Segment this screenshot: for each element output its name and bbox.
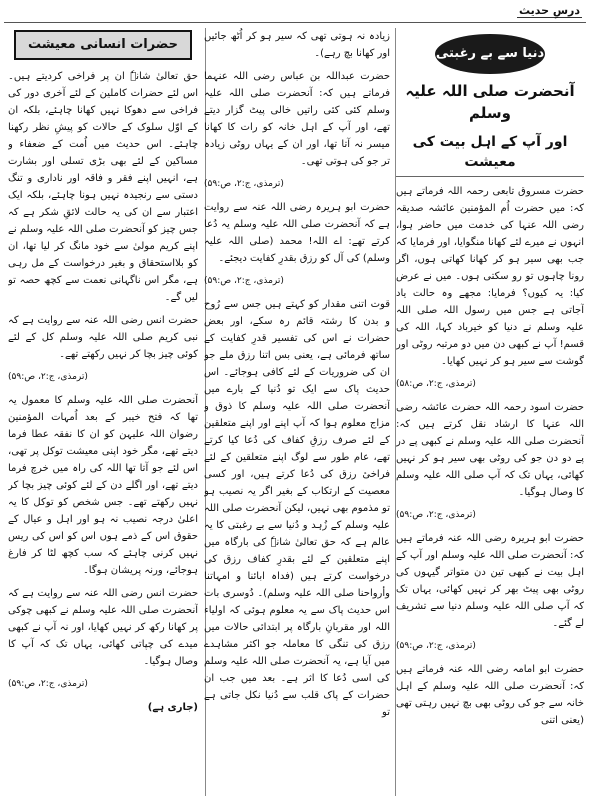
column-left <box>8 28 198 796</box>
reference: (ترمذی، ج:۲، ص:۵۸) <box>396 379 476 389</box>
top-rule <box>4 22 586 23</box>
running-title: درسِ حدیث <box>518 4 580 17</box>
reference: (ترمذی، ج:۲، ص:۵۹) <box>8 679 88 689</box>
article-subhead: اور آپ کے اہل بیت کی معیشت <box>396 132 584 177</box>
hadith-paragraph: حضرت انس رضی اللہ عنہ سے روایت ہے کہ آنحضرت صلی اللہ علیہ وسلم نے کبھی چوکی پر کھانا رکھ کر نہیں کھایا، اور نہ آپ نے کبھی میدے کی چپاتی کھائی، یہاں تک کہ آپ کا وصال ہوگیا۔ <box>8 588 198 667</box>
reference: (ترمذی، ج:۲، ص:۵۹) <box>396 510 476 520</box>
column-right <box>396 28 584 796</box>
continued-note: (جاری ہے) <box>147 702 198 713</box>
commentary-paragraph: آنحضرت صلی اللہ علیہ وسلم کا معمول یہ تھا کہ فتح خیبر کے بعد اُمہات المؤمنین رضوان اللہ علیہن کو ان کا نفقہ عطا فرما دیتے تھے، مگر خود اپنی معیشت توکل پر تھی، اس لئے جو آتا تھا اللہ کی راہ میں خرچ فرما دیتے تھے، اور اگلے دن کے لئے کوئی چیز بچا کر نہیں رکھتے تھے۔ جس شخص کو توکل کا یہ اعلیٰ درجہ نصیب نہ ہو اور اہل و عیال کے حقوق اس کے ذمے ہوں اس کو اس کی ریس نہیں کرنی چاہئے کہ سب کچھ لٹا کر فارغ ہوجائے، ورنہ پریشان ہوگا۔ <box>8 395 198 576</box>
reference: (ترمذی، ج:۲، ص:۵۹) <box>396 641 476 651</box>
section-badge: دنیا سے بے رغبتی <box>435 34 545 74</box>
commentary-paragraph: قوت اتنی مقدار کو کہتے ہیں جس سے رُوح و بدن کا رشتہ قائم رہ سکے، اور بعض حضرات نے اس کی تفسیر قدرِ کفایت کے ساتھ فرمائی ہے، یعنی بس اتنا رزق ملے جو ان کی ضروریات کے لئے کافی ہوجائے۔ اس حدیث پاک سے ایک تو دُنیا کے بارے میں آنحضرت صلی اللہ علیہ وسلم کا ذوق و مزاج معلوم ہوا کہ آپ اپنے اور اپنے متعلقین کے لئے صرف رزقِ کفاف کی دُعا کیا کرتے تھے، عام طور سے لوگ اپنے متعلقین کے لئے فراخیٔ رزق کی دُعا کرتے ہیں، اور کسی معصیت کے ارتکاب کے بغیر اگر یہ نصیب ہو تو مذموم بھی نہیں، لیکن آنحضرت صلی اللہ علیہ وسلم کے زُہد و دُنیا سے بے رغبتی کا یہ عالم ہے کہ حق تعالیٰ شانہٗ کی بارگاہ میں اپنے متعلقین کے لئے بقدرِ کفاف رزق کی درخواست کرتے ہیں (فداہ ابائنا و امہاتنا وأرواحنا صلی اللہ علیہ وسلم)۔ دُوسری بات اس حدیث پاک سے یہ معلوم ہوئی کہ اولیاء اللہ اور مقربانِ بارگاہ پر ابتدائی حالات میں رزق کی تنگی کا معاملہ جو اکثر مشاہدے میں آیا ہے، یہ آنحضرت صلی اللہ علیہ وسلم کی اسی دُعا کا اثر ہے۔ بعد میں جب ان حضرات کے پاک قلب سے دُنیا نکل جاتی ہے تو <box>204 299 390 718</box>
reference: (ترمذی، ج:۲، ص:۵۹) <box>8 372 88 382</box>
column-title-box: حضرات انسانی معیشت <box>14 30 192 60</box>
hadith-paragraph: حضرت مسروق تابعی رحمہ اللہ فرماتے ہیں کہ: میں حضرت اُم المؤمنین عائشہ صدیقہ رضی اللہ عنہا کی خدمت میں حاضر ہوا، انہوں نے میرے لئے کھانا منگوایا، اور فرمایا کہ جب بھی سیر ہو کر کھانا کھاتی ہوں، اگر رونا چاہوں تو رو سکتی ہوں۔ میں نے عرض کیا: یہ کیوں؟ فرمایا: مجھے وہ حالت یاد آجاتی ہے جس میں رسول اللہ صلی اللہ علیہ وسلم نے دنیا کو خیرباد کہا، اللہ کی قسم! آپ نے کبھی دن میں دو مرتبہ روٹی اور گوشت سے سیر ہو کر نہیں کھایا۔ <box>396 186 584 367</box>
hadith-paragraph: حضرت انس رضی اللہ عنہ سے روایت ہے کہ نبی کریم صلی اللہ علیہ وسلم کل کے لئے کوئی چیز بچا کر نہیں رکھتے تھے۔ <box>8 315 198 360</box>
hadith-paragraph: حضرت ابو ہریرہ رضی اللہ عنہ فرماتے ہیں کہ: آنحضرت صلی اللہ علیہ وسلم اور آپ کے اہل بیت نے کبھی تین دن متواتر گیہوں کی روٹی بھی پیٹ بھر کر نہیں کھائی، یہاں تک کہ آپ صلی اللہ علیہ وسلم دنیا سے تشریف لے گئے۔ <box>396 533 584 629</box>
hadith-paragraph: حضرت ابو ہریرہ رضی اللہ عنہ سے روایت ہے کہ آنحضرت صلی اللہ علیہ وسلم یہ دُعا کرتے تھے: اے اللہ! محمد (صلی اللہ علیہ وسلم) کی آل کو رزق بقدرِ کفایت دیجئے۔ <box>204 202 390 264</box>
body-paragraph: حق تعالیٰ شانہٗ ان پر فراخی کردیتے ہیں۔ اس لئے حضرات کاملین کے لئے آخری دور کی فراخی سے دھوکا نہیں کھانا چاہئے، بلکہ ان کے اوّل سلوک کے حالات کو پیشِ نظر رکھنا چاہئے۔ اس حدیث میں اُمت کے ضعفاء و مساکین کے لئے بھی بڑی تسلی اور بشارت ہے، انہیں اپنے فقر و فاقہ اور ناداری و تنگ دستی سے رنجیدہ نہیں ہونا چاہئے، بلکہ ایک اعتبار سے ان کی یہ حالت لائقِ شکر ہے کہ جس چیز کو آنحضرت صلی اللہ علیہ وسلم نے اپنے کریم مولیٰ سے خود مانگ کر لیا تھا، ان کو بلااستحقاق و بغیر درخواست کے مل رہی ہے، مگر اس ناگہانی نعمت سے کچھ حصہ تو لیں گے۔ <box>8 71 198 303</box>
column-middle <box>204 28 390 796</box>
reference: (ترمذی، ج:۲، ص:۵۹) <box>204 276 284 286</box>
article-headline: آنحضرت صلی اللہ علیہ وسلم <box>405 82 575 122</box>
reference: (ترمذی، ج:۲، ص:۵۹) <box>204 179 284 189</box>
body-paragraph: زیادہ نہ ہوتی تھی کہ سیر ہو کر اُٹھ جائیں اور کھانا بچ رہے)۔ <box>204 31 390 59</box>
hadith-paragraph: حضرت عبداللہ بن عباس رضی اللہ عنہما فرماتے ہیں کہ: آنحضرت صلی اللہ علیہ وسلم کئی کئی راتیں خالی پیٹ گزار دیتے تھے، اور آپ کے اہل خانہ کو رات کا کھانا میسر نہ آتا تھا، اور ان کے یہاں روٹی زیادہ تر جو کی ہوتی تھی۔ <box>204 71 390 167</box>
hadith-paragraph: حضرت ابو امامہ رضی اللہ عنہ فرماتے ہیں کہ: آنحضرت صلی اللہ علیہ وسلم کے اہل خانہ سے جو کی روٹی بھی بچ نہیں رہتی تھی (یعنی اتنی <box>396 664 584 726</box>
hadith-paragraph: حضرت اسود رحمہ اللہ حضرت عائشہ رضی اللہ عنہا کا ارشاد نقل کرتے ہیں کہ: آنحضرت صلی اللہ علیہ وسلم نے کبھی پے در پے دو دن جو کی روٹی بھی سیر ہو کر نہیں کھائی، یہاں تک کہ آپ صلی اللہ علیہ وسلم کا وصال ہوگیا۔ <box>396 402 584 498</box>
